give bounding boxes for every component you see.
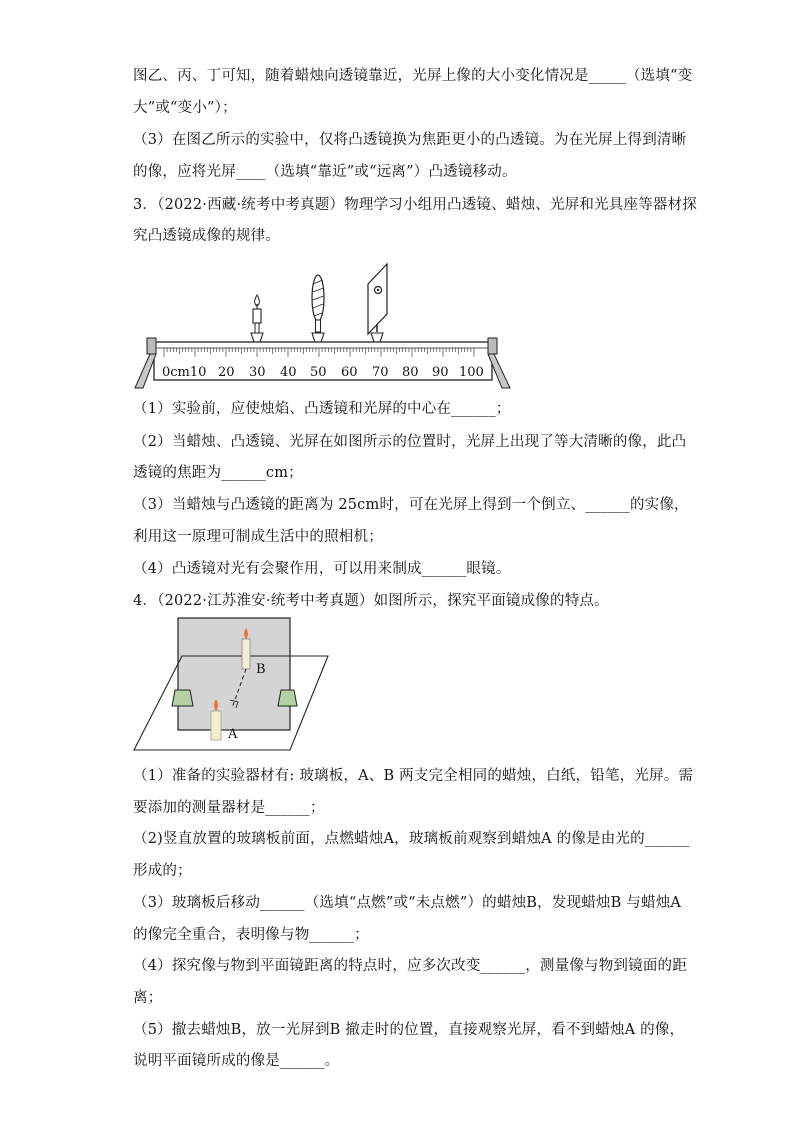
- scale-label-50: 50: [310, 365, 327, 380]
- q3-sub4: （4）凸透镜对光有会聚作用，可以用来制成______眼镜。: [133, 561, 511, 577]
- scale-label-90: 90: [432, 365, 449, 380]
- scale-label-60: 60: [341, 365, 358, 380]
- q2-sub3-line-1: （3）在图乙所示的实验中，仅将凸透镜换为焦距更小的凸透镜。为在光屏上得到清晰: [133, 132, 687, 148]
- optical-bench-figure: [132, 262, 518, 392]
- scale-label-20: 20: [218, 365, 235, 380]
- label-b: B: [256, 662, 266, 677]
- plane-mirror-figure: [132, 616, 332, 752]
- scale-label-70: 70: [372, 365, 389, 380]
- q3-sub2-line-1: （2）当蜡烛、凸透镜、光屏在如图所示的位置时，光屏上出现了等大清晰的像，此凸: [133, 434, 687, 450]
- q3-sub1: （1）实验前，应使烛焰、凸透镜和光屏的中心在______；: [133, 401, 511, 417]
- q4-stem: 4．（2022·江苏淮安·统考中考真题）如图所示，探究平面镜成像的特点。: [133, 593, 609, 609]
- q3-sub3-line-1: （3）当蜡烛与凸透镜的距离为 25cm时，可在光屏上得到一个倒立、______的实像，: [133, 497, 689, 513]
- q3-sub3-line-2: 利用这一原理可制成生活中的照相机；: [133, 529, 383, 545]
- q3-stem-line-1: 3．（2022·西藏·统考中考真题）物理学习小组用凸透镜、蜡烛、光屏和光具座等器材探: [133, 197, 697, 213]
- scale-label-0: 0cm10: [162, 365, 207, 380]
- candle-icon: [253, 295, 261, 333]
- q4-sub3-line-2: 的像完全重合，表明像与物______；: [133, 927, 369, 943]
- left-support: [135, 338, 156, 388]
- left-clamp: [172, 690, 193, 706]
- q4-sub1-line-1: （1）准备的实验器材有: 玻璃板，A、B 两支完全相同的蜡烛，白纸，铅笔，光屏。需: [133, 768, 694, 784]
- q2-tail-line-1: 图乙、丙、丁可知，随着蜡烛向透镜靠近，光屏上像的大小变化情况是_____（选填“变: [133, 68, 693, 84]
- q3-sub2-line-2: 透镜的焦距为______cm；: [133, 465, 303, 481]
- scale-label-30: 30: [249, 365, 266, 380]
- scale-label-80: 80: [402, 365, 419, 380]
- label-a: A: [228, 727, 238, 742]
- q3-stem-line-2: 究凸透镜成像的规律。: [133, 228, 280, 244]
- q4-sub5-line-2: 说明平面镜所成的像是______。: [133, 1053, 340, 1069]
- q2-sub3-line-2: 的像，应将光屏____（选填“靠近”或“远离”）凸透镜移动。: [133, 164, 517, 180]
- q4-sub4-line-1: （4）探究像与物到平面镜距离的特点时，应多次改变______，测量像与物到镜面的距: [133, 958, 687, 974]
- glass-plate: [178, 618, 290, 730]
- q4-sub5-line-1: （5）撤去蜡烛B，放一光屏到B 撤走时的位置，直接观察光屏，看不到蜡烛A 的像，: [133, 1022, 685, 1038]
- q4-sub3-line-1: （3）玻璃板后移动______（选填“点燃”或“未点燃”）的蜡烛B，发现蜡烛B 与蜡烛A: [133, 895, 682, 911]
- bench-holders: [251, 333, 383, 342]
- q4-sub2-line-1: （2)竖直放置的玻璃板前面，点燃蜡烛A，玻璃板前观察到蜡烛A 的像是由光的______: [133, 831, 690, 847]
- right-clamp: [278, 690, 297, 706]
- convex-lens-icon: [312, 275, 324, 332]
- light-screen-icon: [368, 264, 387, 334]
- q4-sub1-line-2: 要添加的测量器材是______；: [133, 800, 325, 816]
- scale-label-100: 100: [459, 365, 484, 380]
- scale-label-40: 40: [280, 365, 297, 380]
- q4-sub4-line-2: 离；: [133, 990, 163, 1006]
- q2-tail-line-2: 大”或“变小”）；: [133, 100, 237, 116]
- q4-sub2-line-2: 形成的；: [133, 863, 192, 879]
